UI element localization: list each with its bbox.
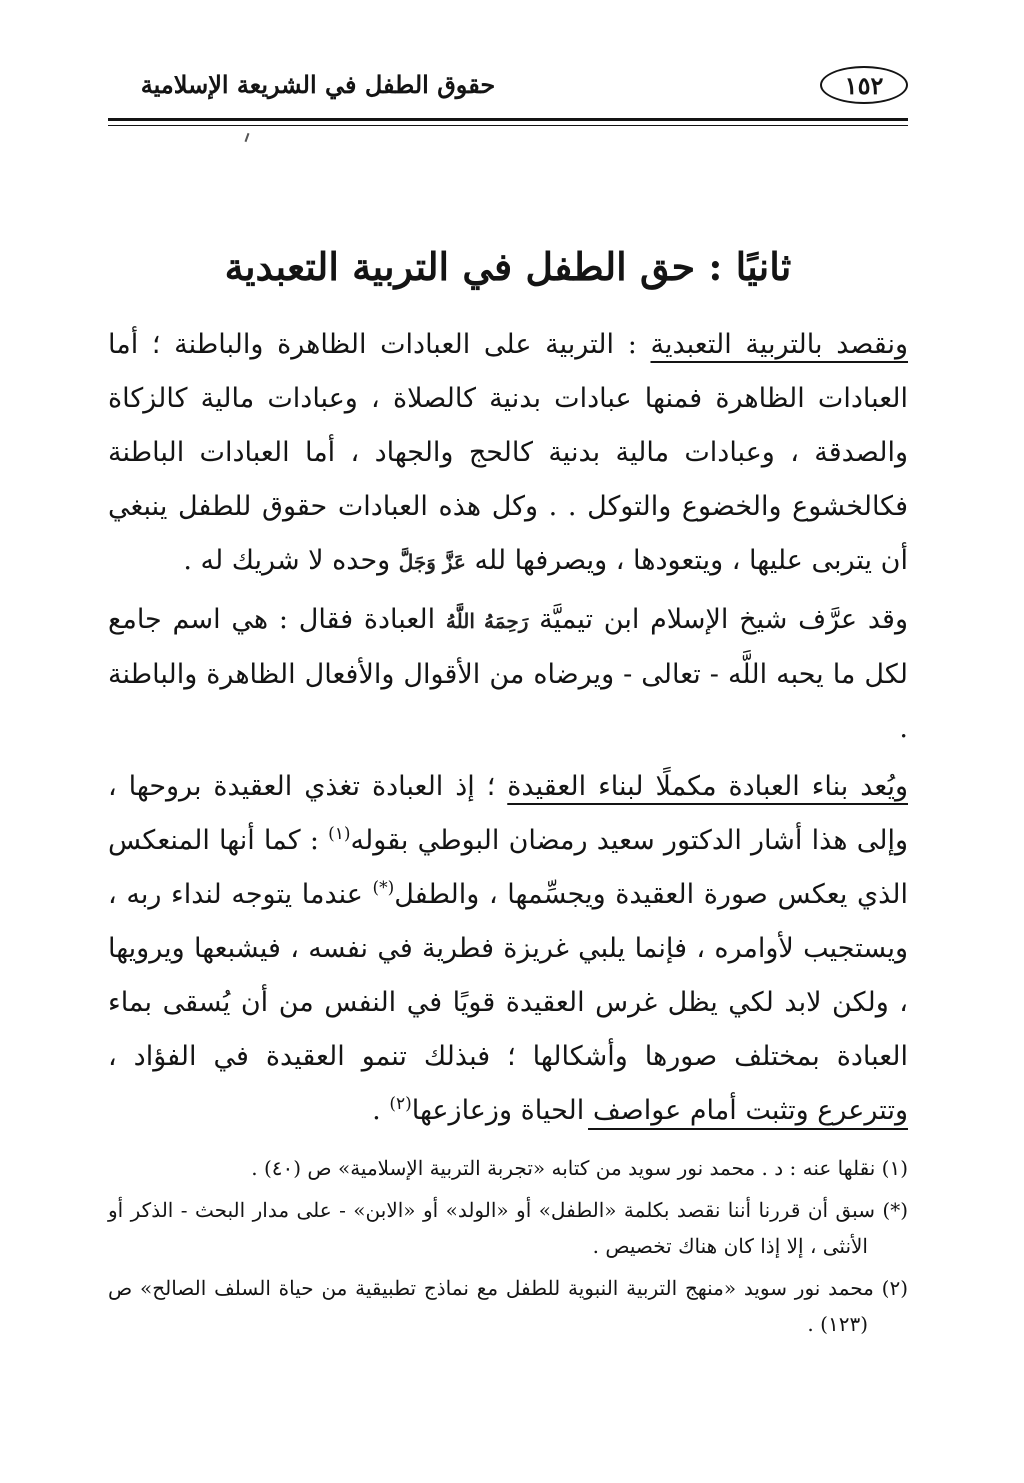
header-rule-thick (108, 118, 908, 121)
footnote-star: (*) سبق أن قررنا أننا نقصد بكلمة «الطفل» أو «الولد» أو «الابن» - على مدار البحث - الذكر أو الأنثى ، إلا إذا كان هناك تخصيص . (108, 1198, 908, 1258)
section-heading: ثانيًا : حق الطفل في التربية التعبدية (224, 244, 792, 290)
paragraph-2-honorific: رَحِمَهُ اللَّهُ (445, 609, 529, 633)
header-rule-thin (108, 125, 908, 126)
running-header (108, 60, 908, 118)
paragraph-1-end: وحده لا شريك له . (183, 545, 399, 576)
footnote-ref-2[interactable]: (٢) (389, 1094, 412, 1114)
footnote-1: (١) نقلها عنه : د . محمد نور سويد من كتابه «تجربة التربية الإسلامية» ص (٤٠) . (251, 1156, 908, 1180)
footnote-ref-1[interactable]: (١) (328, 824, 351, 844)
footnote-separator (588, 1128, 908, 1130)
paragraph-2-end: العبادة فقال : هي اسم جامع لكل ما يحبه اللَّه - تعالى - ويرضاه من الأقوال والأفعال الظاهرة والباطنة . (108, 604, 908, 744)
running-title: حقوق الطفل في الشريعة الإسلامية (140, 70, 496, 99)
paragraph-2 (108, 593, 908, 756)
print-speck (245, 133, 250, 142)
paragraph-3-text-c: عندما يتوجه لنداء ربه ، ويستجيب لأوامره ، فإنما يلبي غريزة فطرية في نفسه ، فيشبعها ويرويها ، ولكن لابد لكي يظل غرس العقيدة قويًا في النفس من أن يُسقى بماء العبادة بمختلف صورها وأشكالها ؛ فبذلك تنمو العقيدة في الفؤاد ، وتترعرع وتثبت أمام عواصف الحياة وزعازعها (108, 879, 908, 1126)
footnote-2: (٢) محمد نور سويد «منهج التربية النبوية للطفل مع نماذج تطبيقية من حياة السلف الصالح» ص (١٢٣) . (108, 1276, 908, 1336)
page-number: ١٥٢ (844, 70, 884, 100)
paragraph-3-text-d: . (372, 1095, 390, 1126)
paragraph-1-text: : التربية على العبادات الظاهرة والباطنة ؛ أما العبادات الظاهرة فمنها عبادات بدنية كالصلاة ، وعبادات مالية كالزكاة والصدقة ، وعبادات مالية بدنية كالحج والجهاد ، أما العبادات الباطنة فكالخشوع والخضوع والتوكل . . وكل هذه العبادات حقوق للطفل ينبغي أن يتربى عليها ، ويتعودها ، ويصرفها لله (108, 329, 908, 576)
footnotes (108, 1150, 908, 1348)
footnote-ref-star[interactable]: (*) (372, 878, 395, 898)
paragraph-1-honorific: عَزَّ وَجَلَّ (398, 550, 466, 574)
paragraph-1 (108, 318, 908, 589)
paragraph-3-lead: ويُعد بناء العبادة مكملًا لبناء العقيدة (507, 771, 908, 802)
paragraph-3-text-a: ؛ إذ العبادة تغذي العقيدة بروحها ، وإلى هذا أشار الدكتور سعيد رمضان البوطي بقوله (108, 771, 908, 856)
page-number-badge (820, 66, 908, 104)
paragraph-2-start: وقد عرَّف شيخ الإسلام ابن تيميَّة (528, 604, 909, 635)
paragraph-3 (108, 760, 908, 1138)
body-text (108, 318, 908, 1138)
paragraph-1-lead: ونقصد بالتربية التعبدية (650, 329, 909, 360)
paragraph-3-text-b: : كما أنها المنعكس الذي يعكس صورة العقيدة ويجسِّمها ، والطفل (108, 825, 908, 910)
